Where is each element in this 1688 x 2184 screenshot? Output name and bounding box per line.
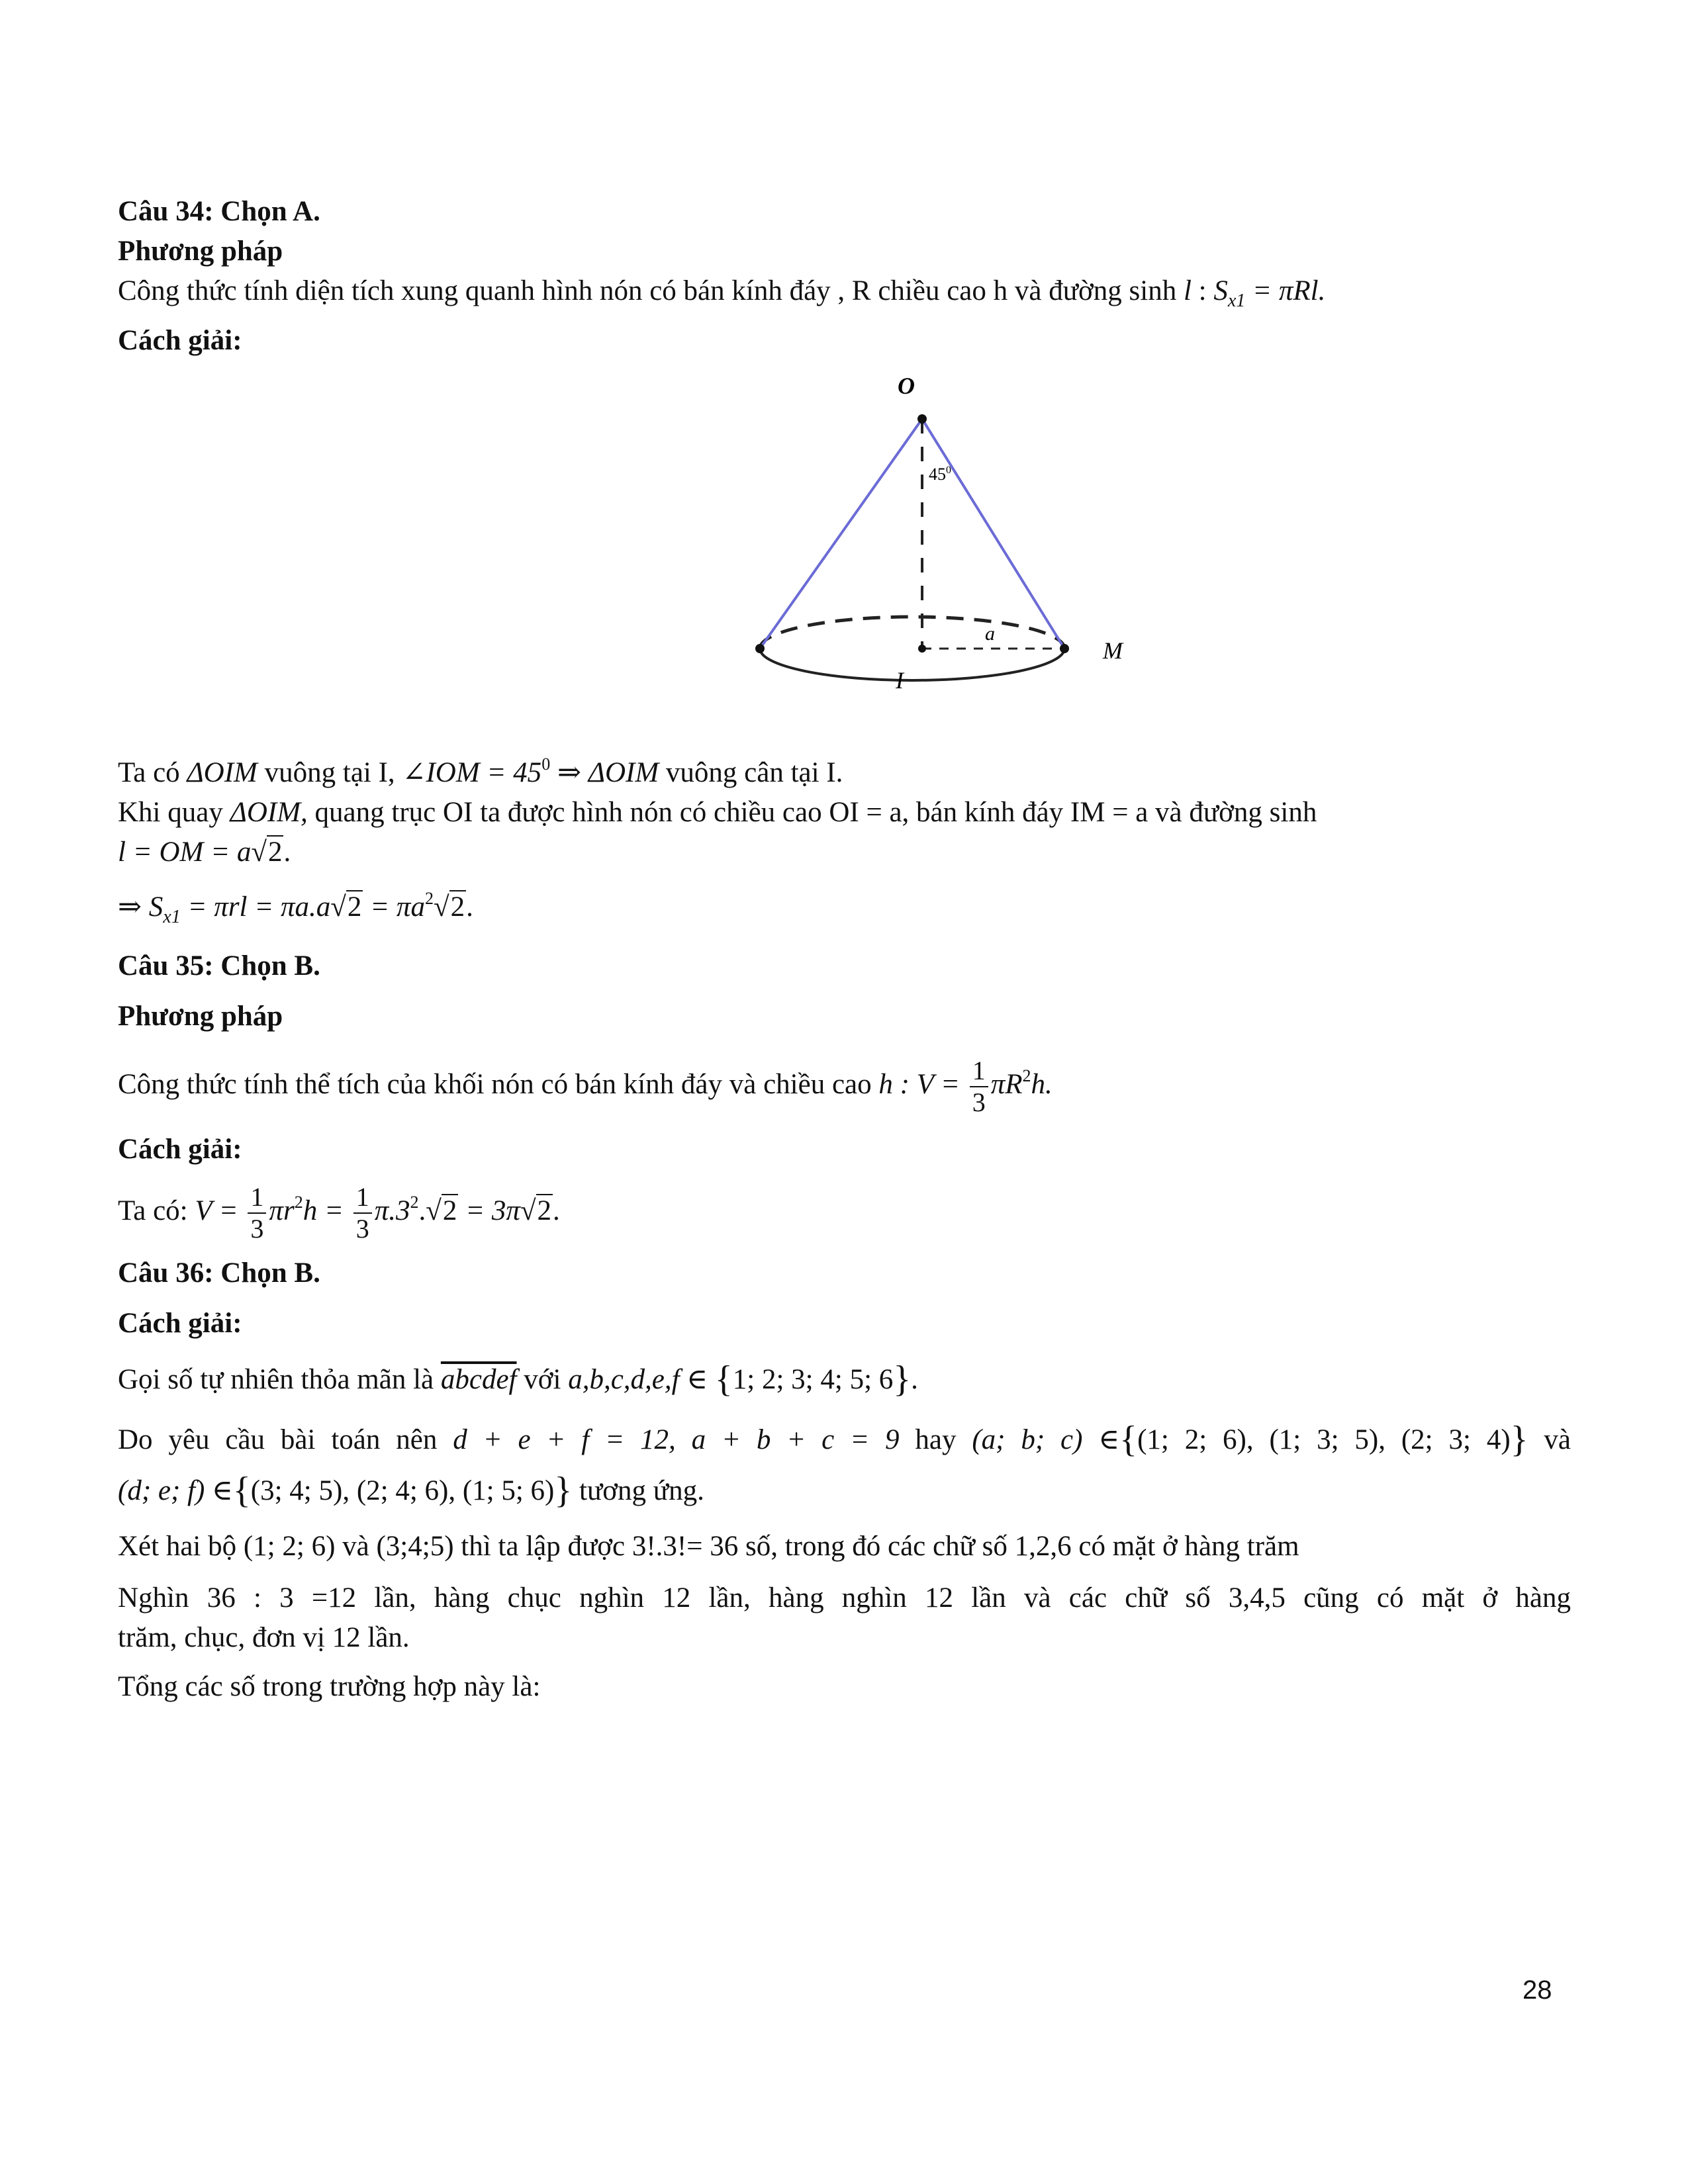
q36-p3 bbox=[118, 1465, 1571, 1516]
q35-heading: Câu 35: Chọn B. bbox=[118, 950, 320, 981]
q36-p1-set: 1; 2; 3; 4; 5; 6 bbox=[732, 1364, 894, 1396]
label-a: a bbox=[985, 623, 995, 645]
q35-formula-numerator: 1 bbox=[970, 1056, 988, 1087]
point-left bbox=[755, 644, 765, 653]
q35-method-label: Phương pháp bbox=[118, 1001, 283, 1032]
q35-calc-num1: 1 bbox=[248, 1182, 266, 1214]
q35-formula-denominator: 3 bbox=[972, 1087, 986, 1118]
q34-line4: ⇒ $S_{x1} = \pi rl = \pi a.a√2 = \pi a^2√2$. bbox=[118, 889, 473, 927]
q36-p4: Xét hai bộ (1; 2; 6) và (3;4;5) thì ta lập được 3!.3!= 36 số, trong đó các chữ số 1,2,6 có mặt ở hàng trăm bbox=[118, 1531, 1299, 1563]
q36-p2-set: (1; 2; 6), (1; 3; 5), (2; 3; 4) bbox=[1137, 1424, 1511, 1456]
q35-formula-text: Công thức tính thể tích của khối nón có bán kính đáy và chiều cao bbox=[118, 1069, 872, 1100]
q36-p3-set: (3; 4; 5), (2; 4; 6), (1; 5; 6) bbox=[250, 1475, 555, 1507]
q34-formula-l: l bbox=[1183, 275, 1192, 306]
q36-p1: Gọi số tự nhiên thỏa mãn là abcdef với a,b,c,d,e,f ∈ {1; 2; 3; 4; 5; 6}. bbox=[118, 1359, 918, 1400]
q36-p7: Tổng các số trong trường hợp này là: bbox=[118, 1671, 541, 1703]
q36-p2-brace-open: { bbox=[1119, 1419, 1138, 1461]
cone-diagram bbox=[628, 361, 1210, 731]
q35-calc-d: π.3 bbox=[374, 1195, 410, 1227]
q34-line1-a: Ta có bbox=[118, 757, 180, 788]
q34-line1-triangle: ΔOIM bbox=[187, 757, 258, 788]
q35-calc-e: . bbox=[418, 1195, 426, 1227]
q34-line4-c: = πa bbox=[370, 891, 425, 923]
q34-line4-a: ⇒ S bbox=[118, 891, 164, 923]
label-i: I bbox=[896, 667, 904, 694]
cone-figure bbox=[118, 361, 1571, 731]
q35-calc-b: πr bbox=[269, 1195, 295, 1227]
q36-solution-label: Cách giải: bbox=[118, 1308, 242, 1340]
q36-p1-a: Gọi số tự nhiên thỏa mãn là bbox=[118, 1364, 434, 1396]
q36-p3-b: tương ứng. bbox=[579, 1475, 704, 1507]
q36-p3-brace-open: { bbox=[232, 1470, 251, 1512]
q34-formula-line: Công thức tính diện tích xung quanh hình nón có bán kính đáy , R chiều cao h và đường sinh l : $S_{x1} = \pi Rl$. bbox=[118, 275, 1326, 311]
q36-p1-brace-open: { bbox=[714, 1359, 733, 1400]
q34-line1-angle: ∠IOM = 45 bbox=[402, 757, 542, 788]
q35-calc-a: Ta có: bbox=[118, 1195, 188, 1227]
q35-solution-label: Cách giải: bbox=[118, 1134, 242, 1165]
q36-p2 bbox=[118, 1414, 1571, 1465]
q35-formula-fraction bbox=[970, 1056, 988, 1118]
q35-formula-lhs: h : V = bbox=[878, 1069, 960, 1100]
q35-formula-rhs: πR bbox=[990, 1069, 1023, 1100]
q35-calc-den1: 3 bbox=[250, 1214, 264, 1244]
document-body bbox=[118, 192, 1571, 1707]
point-m bbox=[1060, 644, 1069, 653]
q34-heading: Câu 34: Chọn A. bbox=[118, 196, 320, 227]
label-angle-value: 45 bbox=[929, 465, 946, 484]
q36-p2-tuple: (a; b; c) ∈ bbox=[972, 1424, 1120, 1456]
q36-p2-a: Do yêu cầu bài toán nên bbox=[118, 1424, 438, 1456]
q34-line4-root2: 2 bbox=[450, 891, 465, 923]
label-o: O bbox=[898, 373, 915, 399]
cone-base-back-arc bbox=[760, 617, 1064, 649]
q34-formula-rhs: = πRl. bbox=[1252, 275, 1326, 306]
q35-calc-root2: 2 bbox=[537, 1195, 552, 1227]
q34-line2-a: Khi quay bbox=[118, 797, 223, 828]
q35-calc-f: = 3π bbox=[465, 1195, 520, 1227]
point-o bbox=[917, 414, 927, 424]
label-angle bbox=[929, 465, 951, 484]
q35-calc-sup1: 2 bbox=[294, 1193, 303, 1212]
q35-calc-v: V = bbox=[195, 1195, 238, 1227]
q34-line2-triangle: ΔOIM, bbox=[230, 797, 308, 828]
q35-calc-sup2: 2 bbox=[410, 1193, 419, 1212]
q34-line3-root: 2 bbox=[267, 837, 283, 868]
q36-p1-b: với bbox=[524, 1364, 561, 1396]
q34-line2 bbox=[118, 793, 1571, 833]
label-angle-sup: 0 bbox=[946, 465, 951, 476]
q36-heading: Câu 36: Chọn B. bbox=[118, 1257, 320, 1289]
q36-p1-vars: a,b,c,d,e,f ∈ bbox=[568, 1364, 708, 1396]
q36-p5: Nghìn 36 : 3 =12 lần, hàng chục nghìn 12 lần, hàng nghìn 12 lần và các chữ số 3,4,5 cũng có mặt ở hàng bbox=[118, 1582, 1571, 1614]
q34-line1-c: ⇒ ΔOIM bbox=[557, 757, 659, 788]
q36-p2-eq: d + e + f = 12, a + b + c = 9 bbox=[453, 1424, 900, 1456]
q35-calc-fraction2 bbox=[353, 1182, 372, 1244]
page-number: 28 bbox=[1523, 1976, 1552, 2005]
q34-line1-d: vuông cân tại I. bbox=[665, 757, 843, 788]
q35-calc-c: h = bbox=[303, 1195, 344, 1227]
q35-calc-den2: 3 bbox=[355, 1214, 369, 1244]
cone-side-left bbox=[760, 419, 922, 649]
q35-calc-fraction1 bbox=[248, 1182, 266, 1244]
q36-p2-brace-close: } bbox=[1510, 1419, 1528, 1461]
point-i bbox=[918, 645, 926, 653]
q34-method-label: Phương pháp bbox=[118, 236, 283, 267]
label-m: M bbox=[1103, 637, 1123, 664]
q36-p2-b: hay bbox=[915, 1424, 957, 1456]
q34-line1-b: vuông tại I, bbox=[264, 757, 395, 788]
q34-line2-b: quang trục OI ta được hình nón có chiều cao OI = a, bán kính đáy IM = a và đường sinh bbox=[314, 797, 1317, 828]
q34-line1-sup: 0 bbox=[541, 754, 551, 774]
q34-line4-b: = πrl = πa.a bbox=[187, 891, 331, 923]
q36-p3-tuple: (d; e; f) ∈ bbox=[118, 1475, 233, 1507]
cone-base-front-arc bbox=[760, 649, 1064, 680]
q34-line1 bbox=[118, 745, 1571, 793]
q34-formula-s: S bbox=[1213, 275, 1228, 306]
q34-formula-sub: x1 bbox=[1227, 291, 1246, 311]
q35-calc-root1: 2 bbox=[442, 1195, 457, 1227]
q36-p6: trăm, chục, đơn vị 12 lần. bbox=[118, 1622, 410, 1654]
q35-formula-line bbox=[118, 1043, 1571, 1118]
q35-formula-end: h. bbox=[1031, 1069, 1053, 1100]
q34-line3: l = OM = a√2. bbox=[118, 837, 291, 868]
cone-side-om bbox=[922, 419, 1064, 649]
q34-line3-a: l = OM = a bbox=[118, 837, 252, 868]
q34-formula-text: Công thức tính diện tích xung quanh hình nón có bán kính đáy , R chiều cao h và đường sinh bbox=[118, 275, 1177, 306]
q36-p1-number: abcdef bbox=[440, 1364, 517, 1396]
q35-calc-line: Ta có: V = $\frac{1}{3}$ $\pi r^2h$ = $\frac{1}{3}$ $\pi.3^2.√2 = 3\pi√2$. bbox=[118, 1182, 560, 1244]
q36-p2-c: và bbox=[1544, 1424, 1571, 1456]
q34-line4-root1: 2 bbox=[347, 891, 362, 923]
q34-line4-sup: 2 bbox=[424, 889, 434, 908]
q34-line4-sub: x1 bbox=[163, 907, 181, 927]
q35-calc-num2: 1 bbox=[353, 1182, 372, 1214]
q35-formula-sup: 2 bbox=[1022, 1066, 1031, 1085]
q36-p3-brace-close: } bbox=[554, 1470, 573, 1512]
q36-p1-brace-close: } bbox=[893, 1359, 912, 1400]
q34-solution-label: Cách giải: bbox=[118, 325, 242, 356]
